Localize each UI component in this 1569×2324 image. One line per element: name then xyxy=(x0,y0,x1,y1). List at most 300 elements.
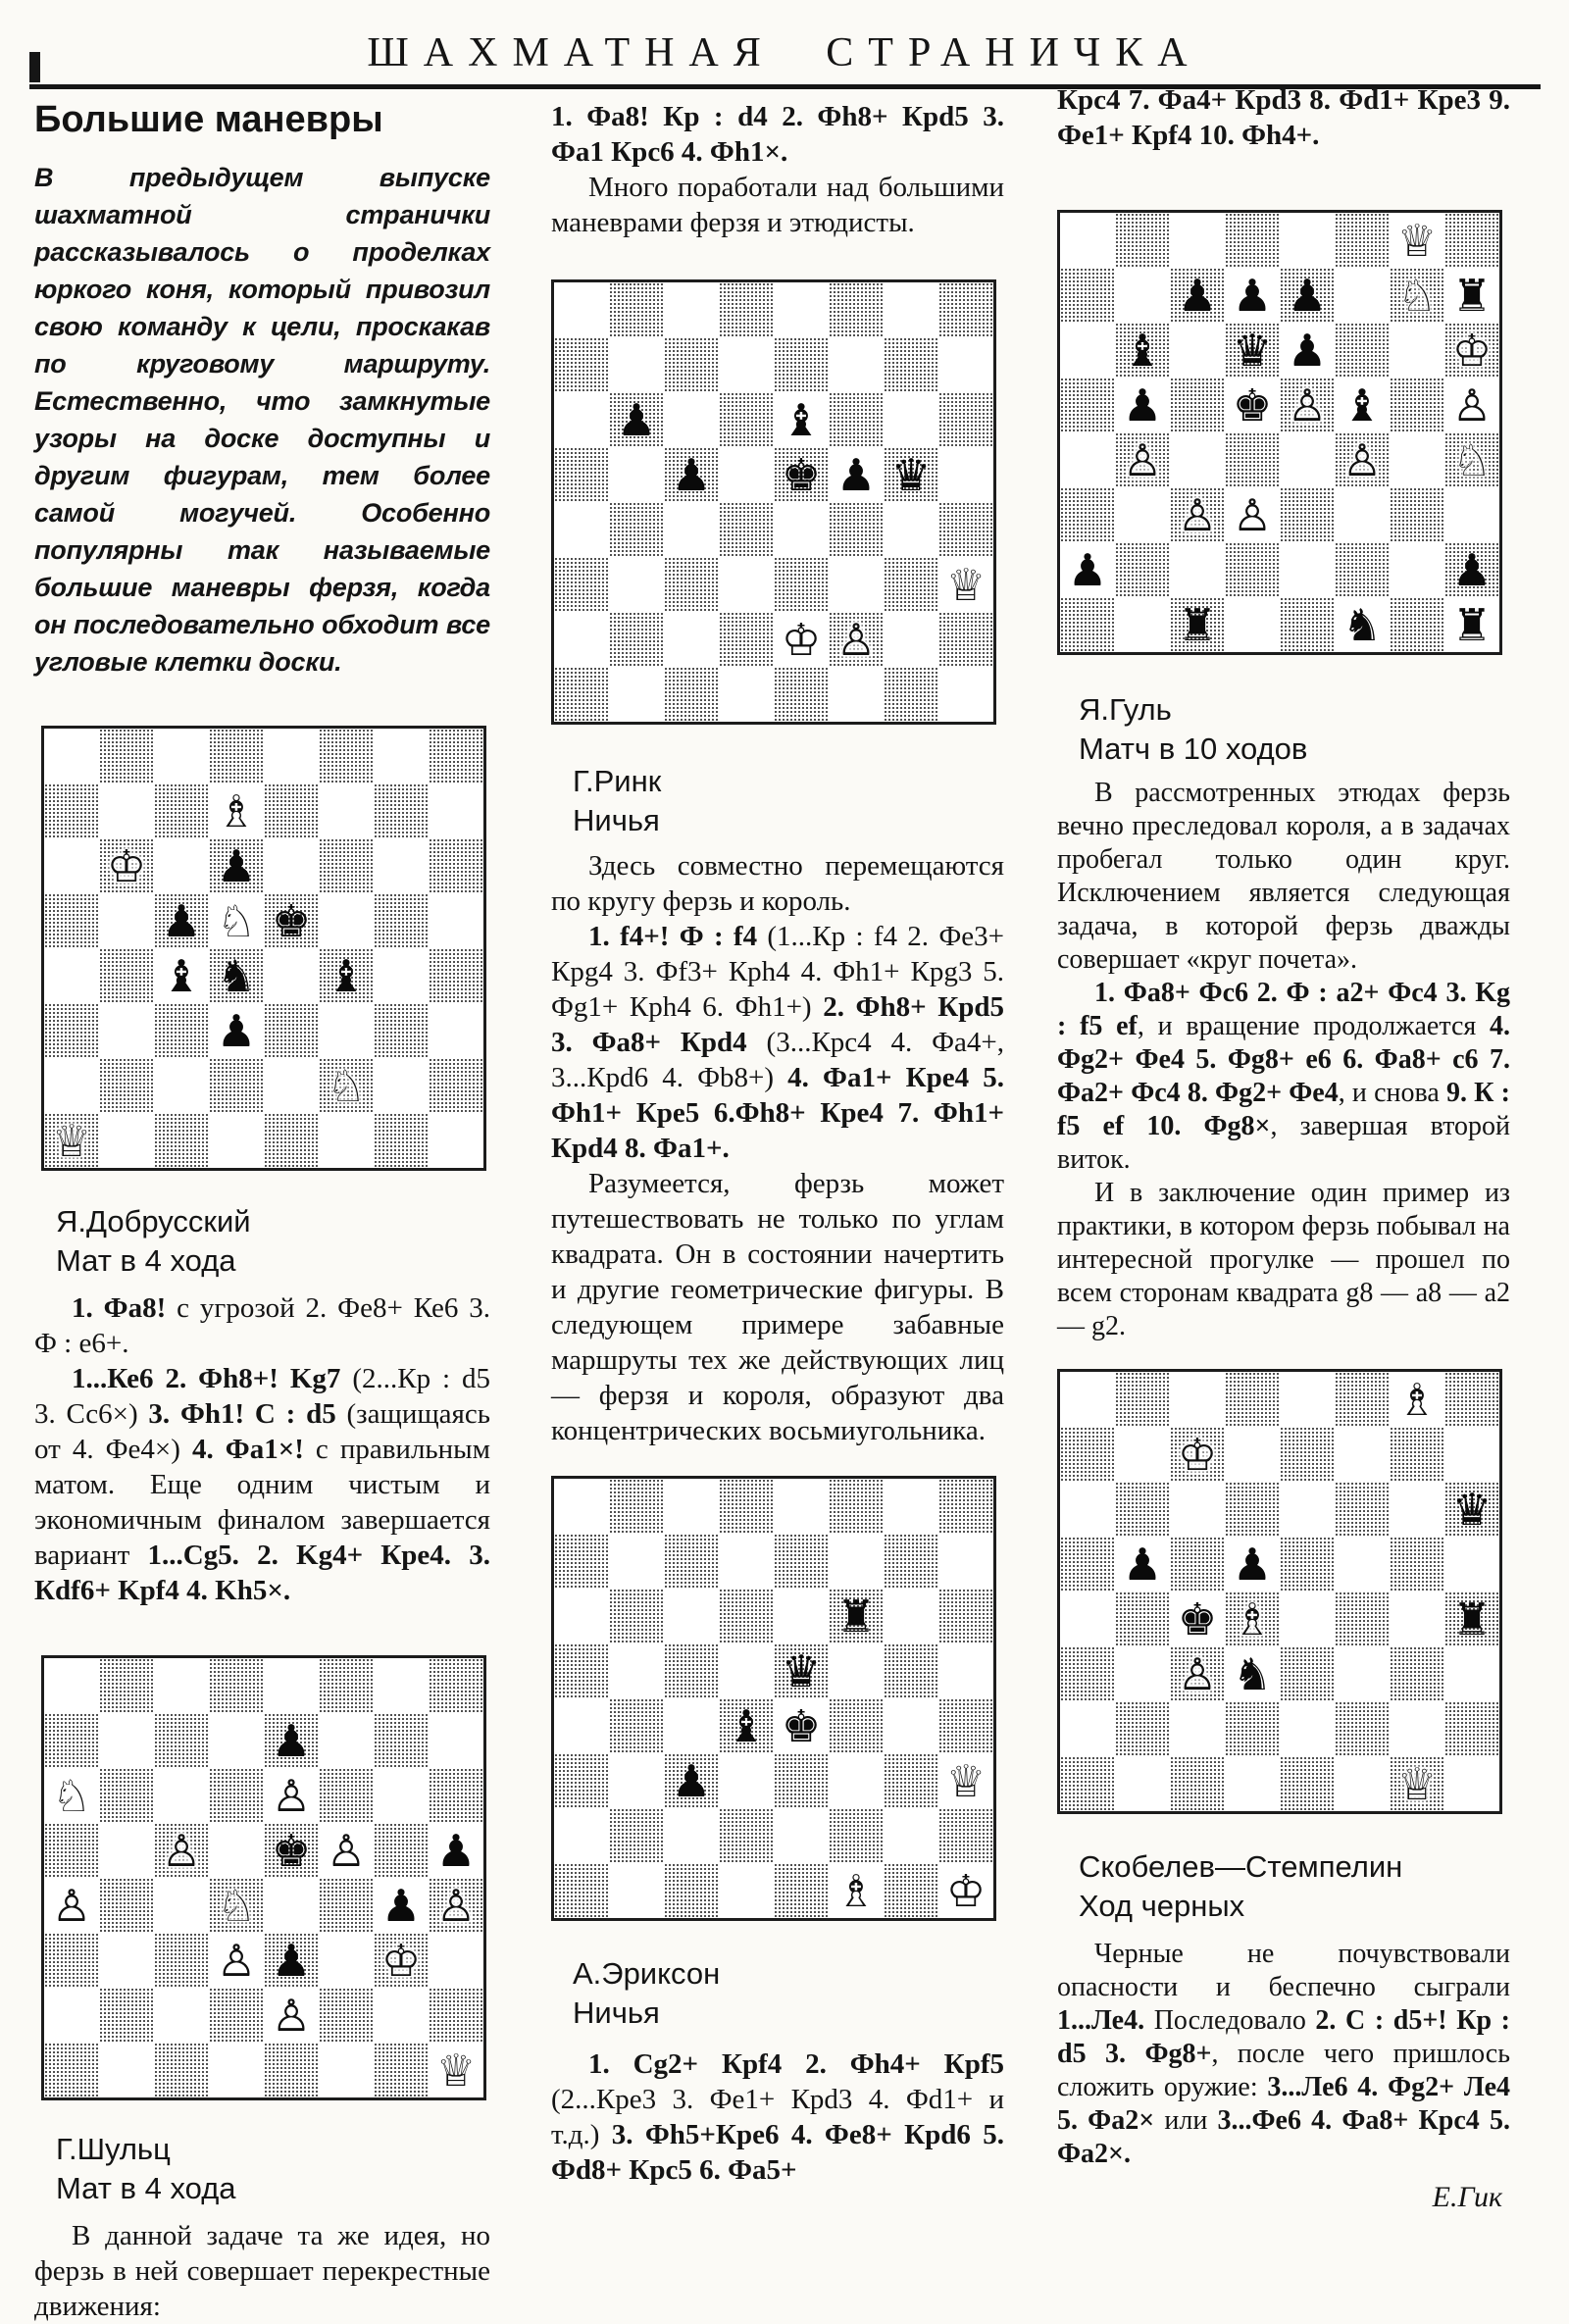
move-text: , после чего пришлось сложить оружие: xyxy=(1057,2039,1511,2102)
square-c8 xyxy=(664,1479,719,1534)
square-h3 xyxy=(429,1003,483,1058)
square-f2 xyxy=(1335,1701,1390,1756)
move-text: 1. Фа8+ Фс6 2. Ф : а2+ Фс4 3. Kg : f5 ef xyxy=(1057,978,1510,1041)
square-h4 xyxy=(429,1878,483,1933)
section-heading: Большие маневры xyxy=(34,99,383,140)
move-text: Последовало xyxy=(1144,2005,1316,2036)
square-b7 xyxy=(1115,1427,1170,1482)
etude-intro-paragraph: Много поработали над большими маневрами ферзя и этюдисты. xyxy=(551,172,1004,238)
square-b4 xyxy=(609,1698,664,1753)
square-f5 xyxy=(829,1643,884,1698)
diagram4-author: А.Эриксон xyxy=(573,1956,721,1991)
square-e6 xyxy=(264,838,319,893)
square-b4 xyxy=(1115,1591,1170,1646)
square-a7 xyxy=(554,337,609,392)
square-f4 xyxy=(1335,1591,1390,1646)
square-d5 xyxy=(209,893,264,948)
square-a5 xyxy=(1060,378,1115,432)
rink-solution-paragraph xyxy=(551,919,1004,1166)
piece-wK-h6: ♔ xyxy=(1451,324,1493,377)
square-e1 xyxy=(264,1113,319,1168)
piece-wP-e6: ♙ xyxy=(271,1769,312,1822)
square-g6 xyxy=(1390,1482,1444,1537)
square-d1 xyxy=(1225,1756,1280,1811)
square-b6 xyxy=(1115,1482,1170,1537)
move-text: 2. С : d5+! Кр : d5 3. Фg8+ xyxy=(1057,2005,1510,2069)
square-c3 xyxy=(1170,487,1225,542)
square-a2 xyxy=(1060,542,1115,597)
square-h7 xyxy=(1444,1427,1499,1482)
move-text: или xyxy=(1154,2105,1218,2136)
square-f1 xyxy=(1335,597,1390,652)
piece-bB-f5: ♝ xyxy=(1341,379,1383,431)
square-e5 xyxy=(264,1823,319,1878)
square-g7 xyxy=(374,783,429,838)
square-g4 xyxy=(1390,1591,1444,1646)
move-text: (защищаясь от 4. Фе4×) xyxy=(34,1398,490,1465)
diagram5-task: Матч в 10 ходов xyxy=(1079,732,1308,766)
square-b7 xyxy=(609,337,664,392)
square-h3 xyxy=(938,557,993,612)
move-text: (2...Кр : d5 3. Сс6×) xyxy=(34,1363,490,1430)
square-f3 xyxy=(319,1003,374,1058)
square-g1 xyxy=(1390,1756,1444,1811)
square-e1 xyxy=(1280,597,1335,652)
square-f5 xyxy=(319,893,374,948)
move-text: с правильным матом. Еще одним чистым и экономичным финалом завершается вариант xyxy=(34,1434,490,1571)
square-b3 xyxy=(1115,1646,1170,1701)
square-d1 xyxy=(209,1113,264,1168)
chessboard-shults xyxy=(41,1655,486,2100)
diagram1-author: Я.Добрусский xyxy=(56,1204,251,1238)
square-e2 xyxy=(774,1808,829,1863)
move-text: 4. Фа1+ Кре4 5. Фh1+ Кре5 6.Фh8+ Кре4 7. Фh1+ Кpd4 8. Фа1+. xyxy=(551,1062,1004,1164)
square-c8 xyxy=(1170,213,1225,268)
square-f1 xyxy=(1335,1756,1390,1811)
square-c8 xyxy=(154,1658,209,1713)
diagram4-task: Ничья xyxy=(573,1996,660,2030)
intro-paragraph: В предыдущем выпуске шахматной странички рассказывалось о проделках юркого коня, который привозил свою команду к цели, проскакав по круговому маршруту. Естественно, что замкнутые узоры на доске доступны и другим фигурам, тем более самой могучей. Особенно популярны так называемые большие маневры ферзя, когда он последовательно обходит все угловые клетки доски. xyxy=(34,163,490,677)
piece-bP-e7: ♟ xyxy=(1287,269,1328,322)
square-a4 xyxy=(1060,1591,1115,1646)
piece-bB-d4: ♝ xyxy=(726,1699,767,1752)
square-g2 xyxy=(884,1808,938,1863)
square-f4 xyxy=(319,1878,374,1933)
piece-bR-h1: ♜ xyxy=(1451,598,1493,651)
square-e2 xyxy=(264,1988,319,2043)
square-f7 xyxy=(1335,268,1390,323)
square-c4 xyxy=(1170,1591,1225,1646)
piece-wQ-h3: ♕ xyxy=(945,558,987,611)
square-h6 xyxy=(1444,323,1499,378)
square-e4 xyxy=(1280,432,1335,487)
square-b2 xyxy=(609,1808,664,1863)
square-a3 xyxy=(1060,1646,1115,1701)
square-f4 xyxy=(829,1698,884,1753)
square-c7 xyxy=(154,1713,209,1768)
piece-wK-g3: ♔ xyxy=(380,1934,422,1987)
square-c5 xyxy=(154,893,209,948)
square-c7 xyxy=(1170,1427,1225,1482)
square-f4 xyxy=(1335,432,1390,487)
square-f1 xyxy=(319,2043,374,2097)
gul-solution-paragraph xyxy=(1057,977,1510,1177)
square-b8 xyxy=(609,1479,664,1534)
piece-wQ-h3: ♕ xyxy=(945,1754,987,1807)
diagram2-caption xyxy=(34,2130,490,2208)
move-text: Крс4 7. Фа4+ Кpd3 8. Фd1+ Кре3 9. Фе1+ Кpf4 10. Фh4+. xyxy=(1057,84,1510,151)
move-text: 4. Фg2+ Фе4 5. Фg8+ е6 6. Фа8+ с6 7. Фа2+ Фс4 8. Фg2+ Фе4 xyxy=(1057,1011,1510,1108)
square-c6 xyxy=(154,1768,209,1823)
square-b1 xyxy=(99,1113,154,1168)
chessboard-rink xyxy=(551,279,996,725)
square-b1 xyxy=(99,2043,154,2097)
square-f2 xyxy=(319,1988,374,2043)
square-g1 xyxy=(374,2043,429,2097)
square-b3 xyxy=(99,1933,154,1988)
square-d2 xyxy=(209,1988,264,2043)
square-h4 xyxy=(1444,1591,1499,1646)
square-h3 xyxy=(1444,487,1499,542)
square-d1 xyxy=(1225,597,1280,652)
square-d7 xyxy=(209,783,264,838)
square-a8 xyxy=(1060,213,1115,268)
square-c2 xyxy=(664,1808,719,1863)
move-text: 1...Ле4. xyxy=(1057,2005,1145,2036)
diagram3-task: Ничья xyxy=(573,803,660,837)
move-text: 9. К : f5 ef 10. Фg8× xyxy=(1057,1078,1510,1141)
square-g5 xyxy=(884,1643,938,1698)
square-b1 xyxy=(609,1863,664,1918)
column-right xyxy=(1057,78,1510,2214)
square-e3 xyxy=(774,557,829,612)
move-text: 3. Фh5+Кре6 4. Фе8+ Кpd6 5. Фd8+ Кpc5 6. Фа5+ xyxy=(551,2119,1004,2186)
square-e6 xyxy=(1280,1482,1335,1537)
square-e4 xyxy=(264,1878,319,1933)
square-g7 xyxy=(1390,1427,1444,1482)
chessboard-gul xyxy=(1057,210,1502,655)
square-c3 xyxy=(664,1753,719,1808)
square-d3 xyxy=(719,1753,774,1808)
square-c2 xyxy=(1170,542,1225,597)
square-g3 xyxy=(374,1933,429,1988)
square-g5 xyxy=(374,893,429,948)
piece-wN-d5: ♘ xyxy=(216,894,257,947)
square-d3 xyxy=(209,1933,264,1988)
square-g2 xyxy=(374,1988,429,2043)
square-b5 xyxy=(1115,1537,1170,1591)
square-d3 xyxy=(1225,487,1280,542)
diagram3-author: Г.Ринк xyxy=(573,764,662,798)
piece-bP-c5: ♟ xyxy=(671,448,712,501)
square-b6 xyxy=(99,838,154,893)
square-b8 xyxy=(1115,213,1170,268)
square-g4 xyxy=(374,948,429,1003)
square-g8 xyxy=(884,1479,938,1534)
move-text: с угрозой 2. Фе8+ Ке6 3. Ф : е6+. xyxy=(34,1292,490,1359)
piece-wP-f5: ♙ xyxy=(326,1824,367,1877)
piece-bB-b6: ♝ xyxy=(1122,324,1163,377)
square-a7 xyxy=(1060,1427,1115,1482)
piece-bB-f4: ♝ xyxy=(326,949,367,1002)
square-a7 xyxy=(1060,268,1115,323)
square-c5 xyxy=(664,1643,719,1698)
square-f5 xyxy=(829,447,884,502)
square-g2 xyxy=(1390,542,1444,597)
square-d6 xyxy=(209,838,264,893)
square-b4 xyxy=(99,1878,154,1933)
square-h1 xyxy=(429,1113,483,1168)
piece-wB-d4: ♗ xyxy=(1232,1592,1273,1645)
square-e7 xyxy=(264,783,319,838)
solution1-paragraph xyxy=(34,1290,490,1361)
square-a2 xyxy=(1060,1701,1115,1756)
square-a2 xyxy=(44,1988,99,2043)
square-e7 xyxy=(774,1534,829,1589)
square-e1 xyxy=(774,667,829,722)
piece-bP-f5: ♟ xyxy=(835,448,877,501)
square-h2 xyxy=(429,1988,483,2043)
square-d4 xyxy=(1225,432,1280,487)
square-b7 xyxy=(1115,268,1170,323)
square-d1 xyxy=(719,667,774,722)
piece-wQ-a1: ♕ xyxy=(51,1114,92,1167)
square-f7 xyxy=(1335,1427,1390,1482)
square-g4 xyxy=(1390,432,1444,487)
square-g3 xyxy=(1390,1646,1444,1701)
square-a6 xyxy=(554,392,609,447)
move-text: 3. Фh1! С : d5 xyxy=(148,1398,347,1430)
move-text: Черные не почувствовали опасности и беспечно сыграли xyxy=(1057,1939,1510,2002)
piece-bP-b5: ♟ xyxy=(1122,1538,1163,1591)
square-b2 xyxy=(1115,1701,1170,1756)
square-e1 xyxy=(264,2043,319,2097)
square-h5 xyxy=(1444,1537,1499,1591)
square-f4 xyxy=(829,502,884,557)
solution2-paragraph xyxy=(34,1361,490,1608)
square-e6 xyxy=(1280,323,1335,378)
square-f6 xyxy=(319,1768,374,1823)
square-h5 xyxy=(938,447,993,502)
piece-bP-c5: ♟ xyxy=(161,894,202,947)
piece-bR-h4: ♜ xyxy=(1451,1592,1493,1645)
square-d3 xyxy=(719,557,774,612)
square-b3 xyxy=(609,1753,664,1808)
square-g2 xyxy=(374,1058,429,1113)
move-text: 1. f4+! Ф : f4 xyxy=(588,921,768,952)
square-a8 xyxy=(554,282,609,337)
square-d4 xyxy=(719,502,774,557)
square-e8 xyxy=(774,282,829,337)
square-c4 xyxy=(1170,432,1225,487)
square-f7 xyxy=(829,1534,884,1589)
square-g8 xyxy=(374,1658,429,1713)
square-c4 xyxy=(664,502,719,557)
diagram3-caption xyxy=(551,762,1004,840)
move-text: 1. Фа8! Кр : d4 2. Фh8+ Кpd5 3. Фа1 Кpc6 4. Фh1×. xyxy=(551,101,1004,168)
piece-bN-d3: ♞ xyxy=(1232,1647,1273,1700)
move-text: , и вращение продолжается xyxy=(1137,1011,1490,1041)
square-b8 xyxy=(609,282,664,337)
square-f8 xyxy=(319,729,374,783)
square-e4 xyxy=(774,1698,829,1753)
square-a5 xyxy=(44,893,99,948)
square-c2 xyxy=(154,1058,209,1113)
piece-bP-c7: ♟ xyxy=(1177,269,1218,322)
square-g7 xyxy=(1390,268,1444,323)
square-b7 xyxy=(609,1534,664,1589)
square-a8 xyxy=(1060,1372,1115,1427)
square-c1 xyxy=(1170,597,1225,652)
piece-bN-f1: ♞ xyxy=(1341,598,1383,651)
move-text: (3...Крс4 4. Фа4+, 3...Кpd6 4. Фb8+) xyxy=(551,1027,1004,1093)
square-d4 xyxy=(209,1878,264,1933)
square-c5 xyxy=(664,447,719,502)
square-d1 xyxy=(719,1863,774,1918)
square-f8 xyxy=(829,282,884,337)
move-text: 1. Сg2+ Кpf4 2. Фh4+ Кpf5 xyxy=(588,2048,1004,2080)
move-text: (1...Кр : f4 2. Фе3+ Кpg4 3. Фf3+ Кph4 4. Фh1+ Кpg3 5. Фg1+ Кph4 6. Фh1+) xyxy=(551,921,1004,1023)
square-c8 xyxy=(664,282,719,337)
piece-bP-b5: ♟ xyxy=(1122,379,1163,431)
move-text: , завершая второй виток. xyxy=(1057,1111,1510,1175)
square-e8 xyxy=(1280,1372,1335,1427)
piece-bQ-d6: ♛ xyxy=(1232,324,1273,377)
piece-wP-d3: ♙ xyxy=(216,1934,257,1987)
square-d8 xyxy=(719,282,774,337)
piece-bP-e6: ♟ xyxy=(1287,324,1328,377)
square-d8 xyxy=(719,1479,774,1534)
square-e6 xyxy=(774,1589,829,1643)
square-a6 xyxy=(554,1589,609,1643)
square-a3 xyxy=(44,1003,99,1058)
square-d5 xyxy=(209,1823,264,1878)
erikson-solution-continuation xyxy=(1057,82,1510,153)
square-e7 xyxy=(1280,268,1335,323)
square-d4 xyxy=(1225,1591,1280,1646)
square-g6 xyxy=(1390,323,1444,378)
square-e3 xyxy=(774,1753,829,1808)
square-e3 xyxy=(1280,1646,1335,1701)
square-c3 xyxy=(154,1933,209,1988)
square-e1 xyxy=(774,1863,829,1918)
square-f1 xyxy=(829,667,884,722)
piece-wP-a4: ♙ xyxy=(51,1879,92,1932)
skobelev-solution-paragraph xyxy=(1057,1938,1510,2171)
square-e3 xyxy=(264,1933,319,1988)
square-g6 xyxy=(374,1768,429,1823)
square-c6 xyxy=(664,392,719,447)
piece-wP-c3: ♙ xyxy=(1177,1647,1218,1700)
piece-bB-e6: ♝ xyxy=(781,393,822,446)
square-a1 xyxy=(554,667,609,722)
square-c7 xyxy=(664,337,719,392)
square-a4 xyxy=(554,1698,609,1753)
square-e8 xyxy=(264,1658,319,1713)
square-d2 xyxy=(719,612,774,667)
square-f5 xyxy=(1335,1537,1390,1591)
square-g5 xyxy=(1390,378,1444,432)
square-f2 xyxy=(829,612,884,667)
piece-bB-c4: ♝ xyxy=(161,949,202,1002)
piece-wB-f1: ♗ xyxy=(835,1864,877,1917)
square-a2 xyxy=(554,612,609,667)
piece-bK-c4: ♚ xyxy=(1177,1592,1218,1645)
square-c6 xyxy=(154,838,209,893)
square-b3 xyxy=(99,1003,154,1058)
piece-wP-e5: ♙ xyxy=(1287,379,1328,431)
piece-bP-d7: ♟ xyxy=(1232,269,1273,322)
square-d1 xyxy=(209,2043,264,2097)
square-b1 xyxy=(1115,597,1170,652)
square-d6 xyxy=(1225,323,1280,378)
square-h7 xyxy=(938,337,993,392)
square-g3 xyxy=(884,557,938,612)
square-a3 xyxy=(44,1933,99,1988)
piece-bP-g4: ♟ xyxy=(380,1879,422,1932)
move-text: 2. Фh8+ Кpd5 3. Фа8+ Кpd4 xyxy=(551,991,1004,1058)
diagram1-task: Мат в 4 хода xyxy=(56,1243,236,1278)
square-d2 xyxy=(719,1808,774,1863)
square-g5 xyxy=(1390,1537,1444,1591)
square-b7 xyxy=(99,783,154,838)
square-a4 xyxy=(44,948,99,1003)
piece-bK-e5: ♚ xyxy=(781,448,822,501)
square-d8 xyxy=(209,729,264,783)
diagram5-caption xyxy=(1057,690,1510,769)
gul-intro-paragraph: В рассмотренных этюдах ферзь вечно преследовал короля, а в задачах пробегал только один круг. Исключением является следующая задача, в которой ферзь дважды совершает «круг почета». xyxy=(1057,778,1510,975)
square-d4 xyxy=(209,948,264,1003)
square-a5 xyxy=(1060,1537,1115,1591)
piece-wK-e2: ♔ xyxy=(781,613,822,666)
square-a5 xyxy=(554,1643,609,1698)
square-d2 xyxy=(1225,1701,1280,1756)
shults-solution-paragraph xyxy=(551,99,1004,170)
square-a7 xyxy=(44,783,99,838)
square-f8 xyxy=(319,1658,374,1713)
square-g2 xyxy=(884,612,938,667)
move-text: 3...Фе6 4. Фа8+ Крс4 5. Фа2×. xyxy=(1057,2105,1510,2169)
piece-wB-d7: ♗ xyxy=(216,784,257,837)
piece-wP-c5: ♙ xyxy=(161,1824,202,1877)
square-c7 xyxy=(154,783,209,838)
square-b5 xyxy=(99,1823,154,1878)
author-signature: Е.Гик xyxy=(1432,2181,1502,2213)
square-h7 xyxy=(938,1534,993,1589)
square-d5 xyxy=(1225,1537,1280,1591)
square-e8 xyxy=(264,729,319,783)
square-h1 xyxy=(938,667,993,722)
piece-wB-g8: ♗ xyxy=(1396,1373,1438,1426)
piece-wN-g7: ♘ xyxy=(1396,269,1438,322)
square-a6 xyxy=(44,1768,99,1823)
square-f2 xyxy=(1335,542,1390,597)
piece-wP-b4: ♙ xyxy=(1122,433,1163,486)
square-a8 xyxy=(44,1658,99,1713)
square-f3 xyxy=(319,1933,374,1988)
square-c6 xyxy=(664,1589,719,1643)
square-f3 xyxy=(1335,487,1390,542)
square-d6 xyxy=(1225,1482,1280,1537)
square-b3 xyxy=(1115,487,1170,542)
square-b1 xyxy=(1115,1756,1170,1811)
square-d7 xyxy=(1225,268,1280,323)
square-e1 xyxy=(1280,1756,1335,1811)
square-a1 xyxy=(554,1863,609,1918)
square-b8 xyxy=(99,729,154,783)
square-a3 xyxy=(554,1753,609,1808)
square-h5 xyxy=(429,893,483,948)
